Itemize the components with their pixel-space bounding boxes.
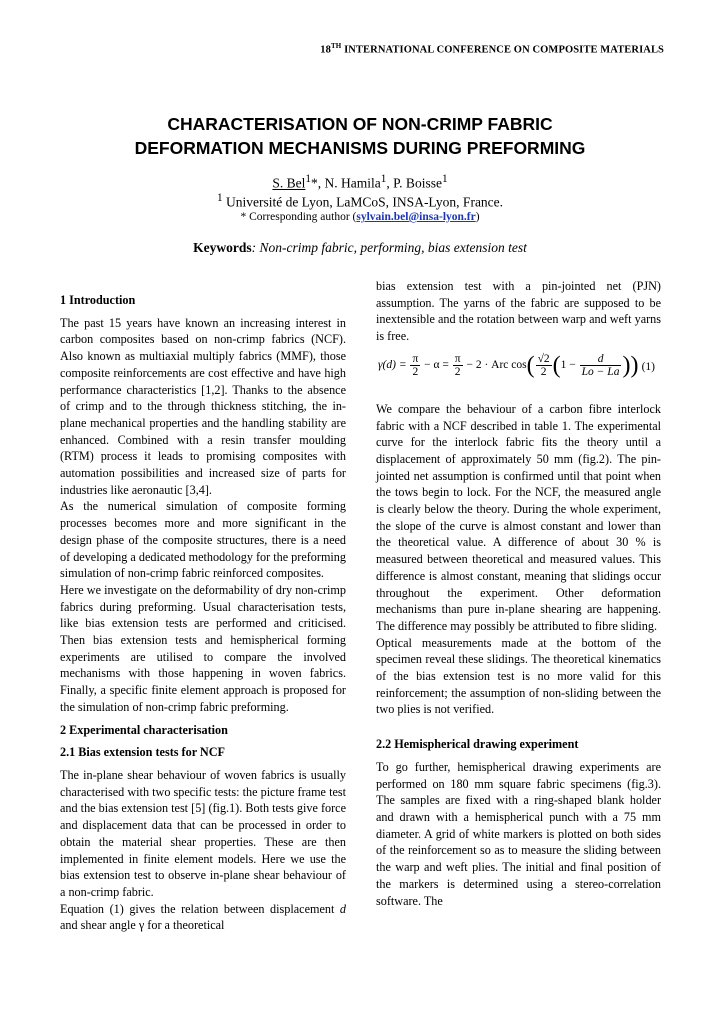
eq-two-b: 2	[454, 365, 461, 378]
bias-paragraph-continued: bias extension test with a pin-jointed net (PJN) assumption. The yarns of the fabric are supposed to be inextensible and the rotation between warp and weft yarns is free.	[376, 279, 661, 344]
intro-paragraph-1: The past 15 years have known an increasing interest in carbon composites based on non-crimp fabrics (NCF). Also known as multiaxial multiply fabrics (MMF), those composite reinforcements are cost effective and have high performance characteristics [1,2]. Thanks to the absence of crimp and to the through thickness stitching, the in-plane mechanical properties and the handling stability are enhanced. Combined with a resin transfer moulding (RTM) process it leads to promising composites with automation possibilities and increased size of parts for industries like aeronautic [3,4].	[60, 315, 346, 497]
corresponding-mark: *	[311, 175, 318, 191]
equation-body	[378, 353, 638, 378]
eq-lhs: γ(d) =	[378, 358, 407, 371]
equation-1	[376, 345, 661, 389]
symbol-d: d	[339, 901, 346, 916]
eq-pi-a: π	[412, 352, 419, 365]
corresponding-prefix: * Corresponding author (	[240, 211, 357, 223]
author-3-affil: 1	[441, 173, 448, 185]
eq-minus-2-arccos: − 2 · Arc cos	[463, 358, 527, 371]
author-1-affil: 1	[305, 173, 312, 185]
conf-number-sup: TH	[331, 42, 342, 50]
eq-sqrt2-over-2	[536, 353, 552, 378]
eq-two-a: 2	[412, 365, 419, 378]
email-link[interactable]: sylvain.bel@insa-lyon.fr	[356, 211, 476, 223]
intro-paragraph-3: Here we investigate on the deformability of dry non-crimp fabrics during preforming. Usual characterisation tests, like bias extension tests are performed and criticised. Then bias extension tests and hemispherical forming experiments are utilised to compare the involved mechanisms with those happening in woven fabrics. Finally, a specific finite element approach is proposed for the simulation of non-crimp fabric preforming.	[60, 582, 346, 714]
bias-paragraph-2	[60, 901, 346, 934]
section-heading-introduction: 1 Introduction	[60, 293, 136, 307]
subsection-heading-bias-extension: 2.1 Bias extension tests for NCF	[60, 745, 225, 760]
affiliation-text: Université de Lyon, LaMCoS, INSA-Lyon, France.	[222, 194, 504, 210]
bias-paragraph-1: The in-plane shear behaviour of woven fabrics is usually characterised with two specific tests: the picture frame test and the bias extension test [5] (fig.1). Both tests give force and displacement data that can be processed in order to obtain the material shear properties. These are then implemented in finite element models. Here we use the bias extension test to observe in-plane shear behaviour of a non-crimp fabric.	[60, 767, 346, 899]
eq-inner-close-paren: )	[622, 352, 631, 379]
affiliation-number: 1	[216, 192, 223, 204]
eq-lo-la: Lo − La	[581, 365, 620, 378]
bias-p2-part-a: Equation (1) gives the relation between displacement	[60, 901, 340, 916]
subsection-heading-hemispherical: 2.2 Hemispherical drawing experiment	[376, 737, 579, 752]
equation-number: (1)	[641, 360, 655, 373]
affiliation	[60, 192, 660, 211]
eq-pi-over-2-b	[453, 353, 463, 378]
eq-one-minus: 1 −	[560, 358, 576, 371]
corresponding-suffix: )	[475, 211, 480, 223]
keywords-text: : Non-crimp fabric, performing, bias extension test	[251, 240, 527, 255]
eq-pi-b: π	[454, 352, 461, 365]
author-1: S. Bel	[272, 175, 306, 191]
right-column	[376, 278, 661, 909]
eq-open-paren: (	[526, 352, 535, 379]
eq-two-c: 2	[540, 365, 547, 378]
author-list	[60, 173, 660, 192]
conf-number: 18	[320, 44, 331, 56]
title-line-1: CHARACTERISATION OF NON-CRIMP FABRIC	[167, 114, 553, 134]
intro-paragraph-2: As the numerical simulation of composite forming processes becomes more and more significant in the design phase of the composite structures, there is a need of developing a dedicated methodology for the preforming simulation of non-crimp fabric reinforced composites.	[60, 499, 346, 581]
left-column	[60, 286, 346, 934]
keywords-label: Keywords	[193, 240, 252, 255]
bias-p2-part-c: for a theoretical	[144, 918, 225, 933]
corresponding-author	[60, 211, 660, 223]
author-3: , P. Boisse	[386, 175, 442, 191]
optical-paragraph: Optical measurements made at the bottom of the specimen reveal these slidings. The theoretical kinematics of the bias extension test is no more valid for this reinforcement; the assumption of non-sliding between the two plies is not verified.	[376, 635, 661, 717]
conf-name: INTERNATIONAL CONFERENCE ON COMPOSITE MATERIALS	[344, 44, 664, 56]
eq-sqrt2: √2	[537, 352, 550, 365]
running-header	[240, 42, 664, 56]
eq-inner-open-paren: (	[552, 352, 561, 379]
eq-pi-over-2-a	[410, 353, 420, 378]
author-2-affil: 1	[380, 173, 387, 185]
eq-d-over-lo-la	[580, 353, 622, 378]
keywords-line	[60, 240, 660, 256]
eq-close-paren: )	[630, 352, 639, 379]
author-2: , N. Hamila	[317, 175, 381, 191]
bias-p2-part-b: and shear angle	[60, 918, 139, 933]
comparison-paragraph: We compare the behaviour of a carbon fibre interlock fabric with a NCF described in table 1. The experimental curve for the interlock fabric fits the theory until a displacement of approximately 50 mm (fig.2). The pin-jointed net assumption is confirmed until that point when the tows begin to lock. For the NCF, the measured angle is clearly below the theory. During the whole experiment, the slope of the curve is almost constant and lower than the theoretical value. A difference of about 30 % is measured between theoretical and measured values. This difference is almost constant, meaning that slidings occur throughout the experiment. Other deformation mechanisms than pure in-plane shearing are happening. The difference may possibly be attributed to fibre sliding.	[376, 401, 661, 633]
title-line-2: DEFORMATION MECHANISMS DURING PREFORMING	[134, 138, 586, 158]
paper-title	[60, 112, 660, 160]
symbol-gamma: γ	[138, 918, 145, 933]
hemispherical-paragraph-1: To go further, hemispherical drawing experiments are performed on 180 mm square fabric specimens (fig.3). The samples are fixed with a ring-shaped blank holder and drawn with a hemispherical punch with a 75 mm diameter. A grid of white markers is plotted on both sides of the reinforcement so as to measure the sliding between the warp and weft plies. The initial and final position of the markers is determined using a stereo-correlation software. The	[376, 759, 661, 908]
eq-minus-alpha: − α =	[421, 358, 449, 371]
section-heading-experimental: 2 Experimental characterisation	[60, 722, 228, 737]
eq-d: d	[580, 353, 622, 366]
